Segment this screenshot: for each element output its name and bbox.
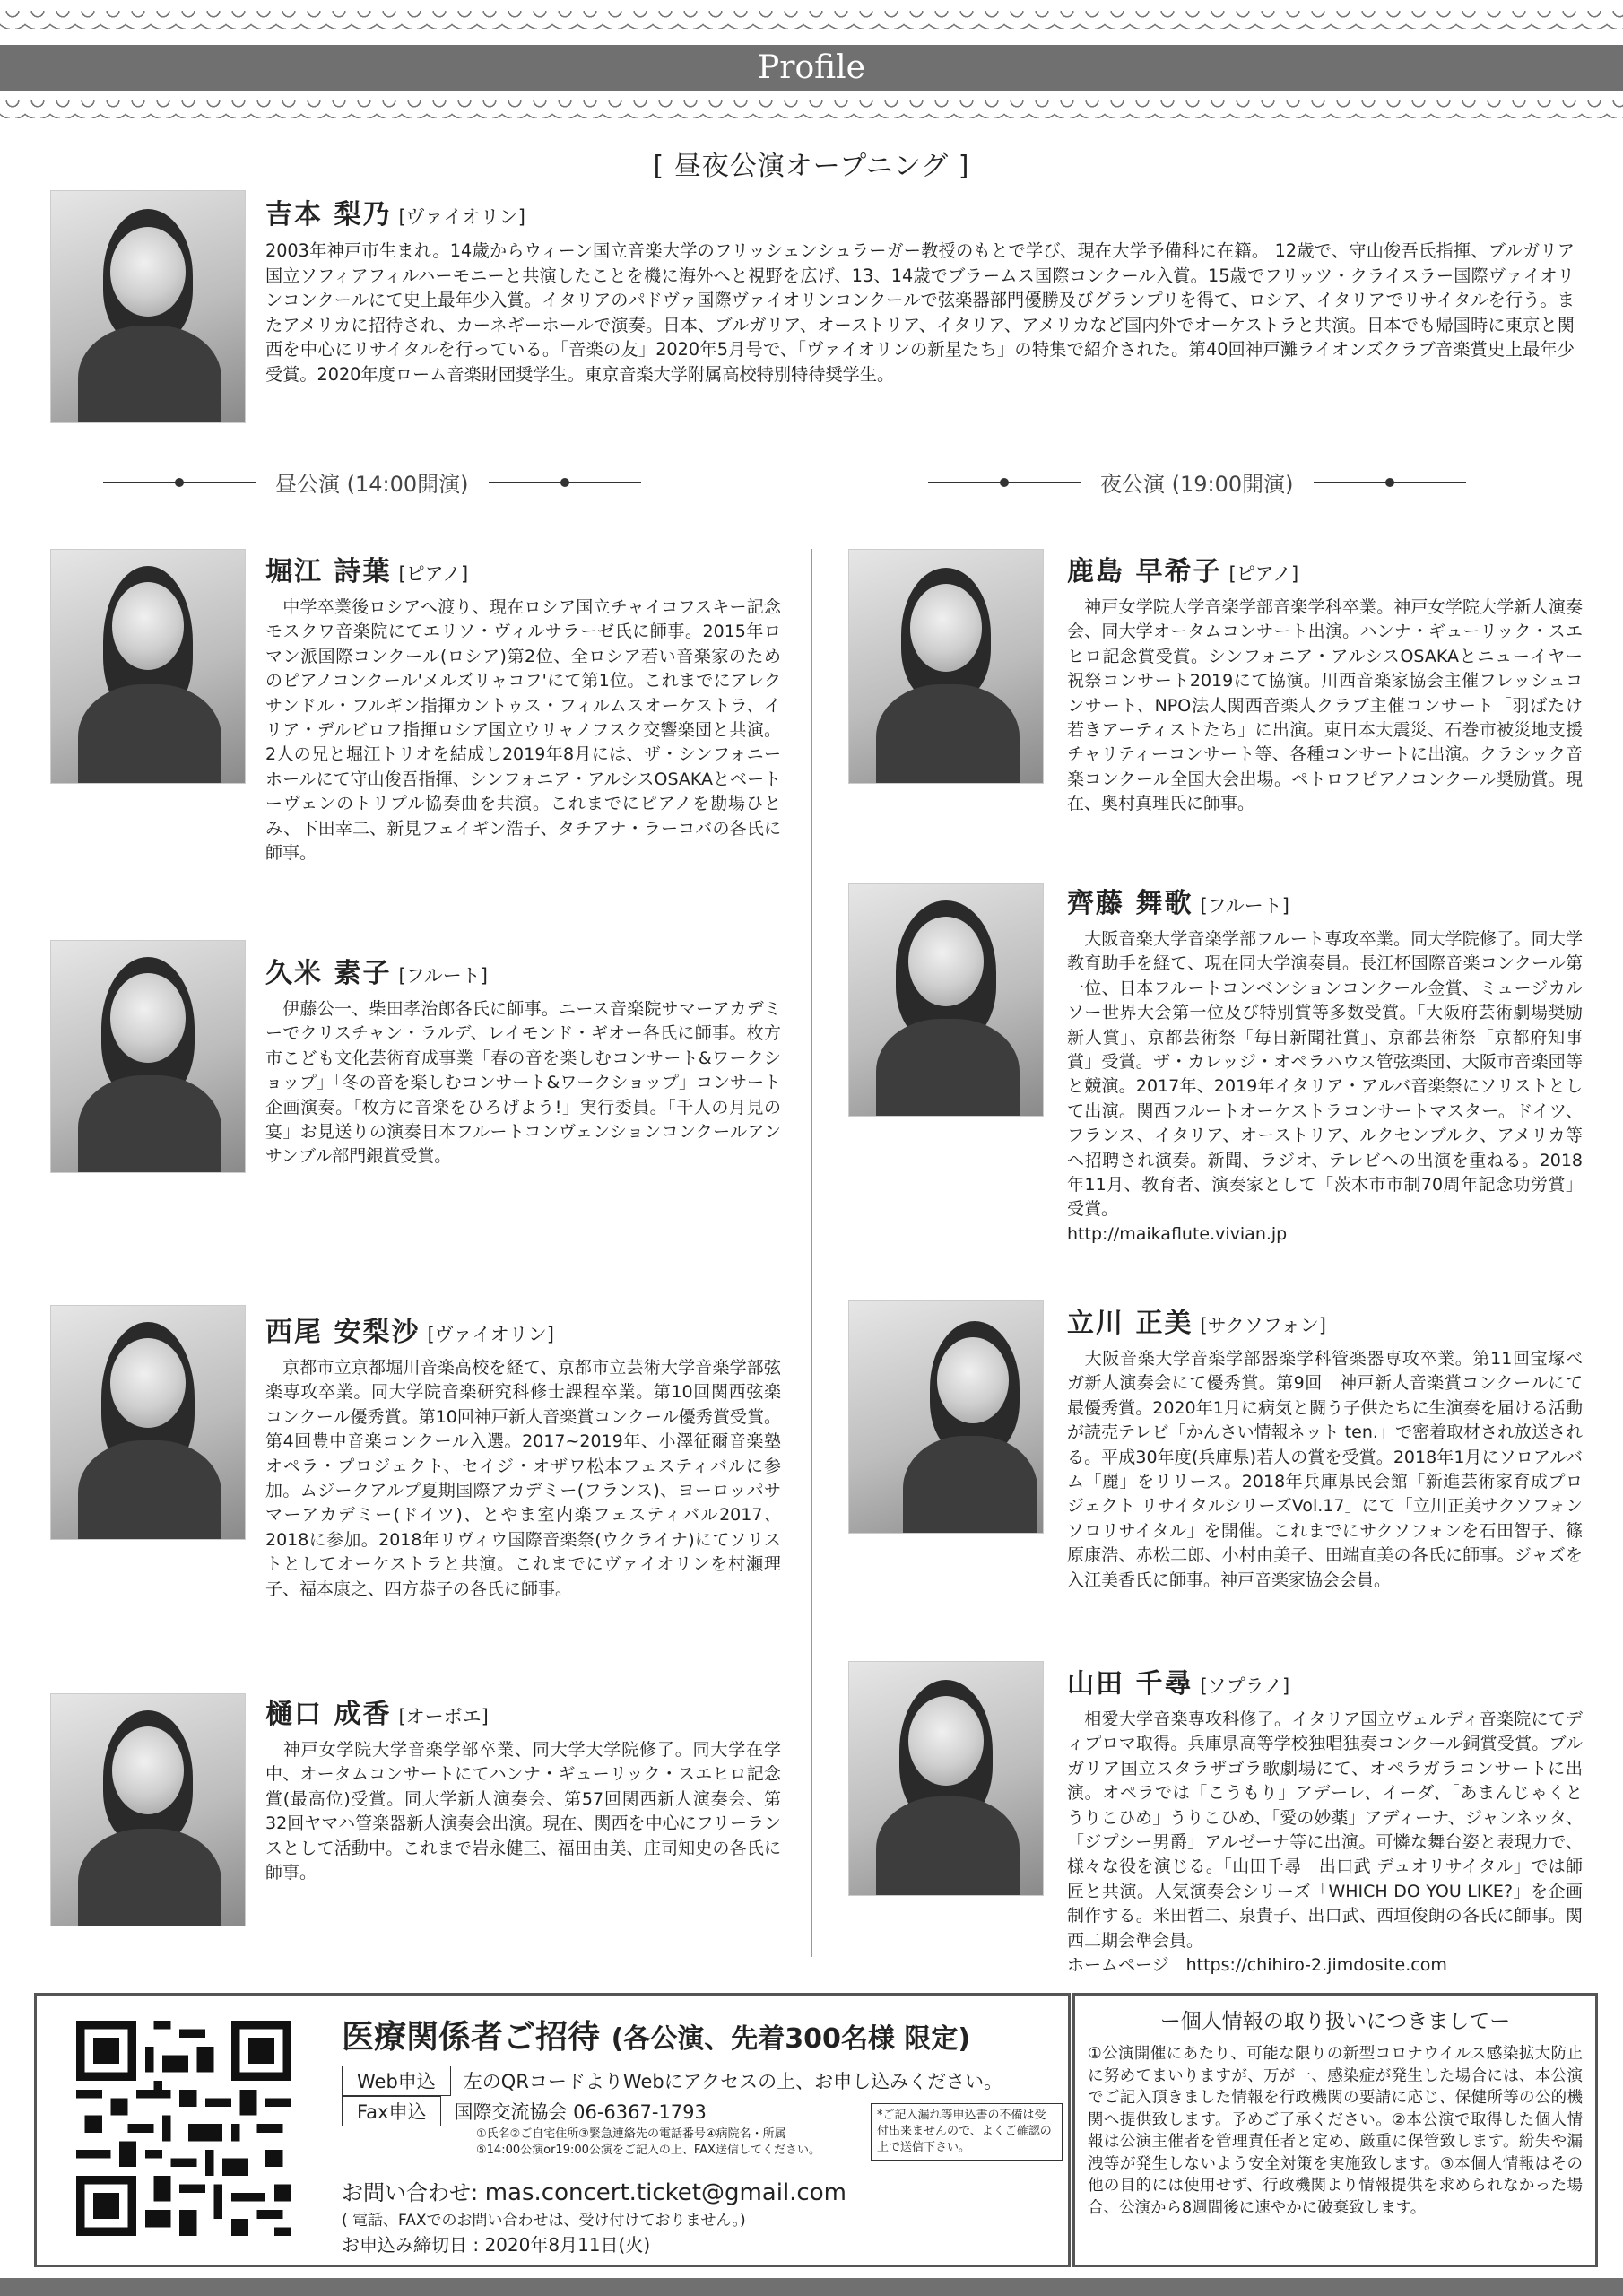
performer-instrument: [ピアノ]	[1228, 563, 1299, 585]
contact-email-link[interactable]: mas.concert.ticket@gmail.com	[484, 2179, 846, 2206]
fax-label: Fax申込	[342, 2096, 441, 2126]
day-header-label: 昼公演 (14:00開演)	[275, 472, 469, 497]
notice-box: *ご記入漏れ等申込書の不備は受付出来ませんので、よくご確認の上で送信下さい。	[871, 2103, 1063, 2161]
profile-photo-kashima	[848, 549, 1044, 784]
performer-name: 吉本 梨乃	[265, 199, 392, 230]
performer-bio: 神戸女学院大学音楽学部卒業、同大学大学院修了。同大学在学中、オータムコンサートにてハンナ・ギューリック・スエヒロ記念賞(最高位)受賞。同大学新人演奏会、第57回関西新人演奏会、第32回ヤマハ管楽器新人演奏会出演。現在、関西を中心にフリーランスとして活動中。これまで岩永健三、福田由美、庄司知史の各氏に師事。	[265, 1740, 781, 1883]
privacy-title: ー個人情報の取り扱いにつきましてー	[1159, 2010, 1511, 2033]
performer-name: 鹿島 早希子	[1067, 556, 1222, 587]
performer-instrument: [ヴァイオリン]	[427, 1324, 554, 1345]
bottom-bar	[0, 2278, 1623, 2296]
night-header-label: 夜公演 (19:00開演)	[1100, 472, 1294, 497]
performer-instrument: [フルート]	[1200, 895, 1289, 917]
profile-nishio	[265, 1309, 781, 1602]
profile-kume	[265, 951, 781, 1170]
fax-note-2: ⑤14:00公演or19:00公演をご記入の上、FAX送信してください。	[476, 2144, 820, 2157]
profile-photo-tachikawa	[848, 1300, 1044, 1534]
ornament-right	[1314, 476, 1466, 489]
profile-saito	[1067, 881, 1583, 1247]
performer-instrument: [ヴァイオリン]	[398, 206, 525, 228]
ornament-left	[103, 476, 256, 489]
performer-instrument: [ピアノ]	[398, 563, 469, 585]
performer-name: 西尾 安梨沙	[265, 1317, 421, 1348]
qr-code-icon[interactable]	[76, 2021, 291, 2236]
day-performance-header	[103, 466, 641, 498]
profile-photo-yamada	[848, 1661, 1044, 1896]
performer-bio: 相愛大学音楽専攻科修了。イタリア国立ヴェルディ音楽院にてディプロマ取得。兵庫県高等学校独唱独奏コンクール銅賞受賞。ブルガリア国立スタラザゴラ歌劇場にて、オペラガラコンサートに出演。オペラでは「こうもり」アデーレ、イーダ、「あまんじゃくとうりこひめ」うりこひめ、「愛の妙薬」アディーナ、ジャンネッタ、「ジプシー男爵」アルゼーナ等に出演。可憐な舞台姿と表現力で、様々な役を演じる。「山田千尋 出口武 デュオリサイタル」では師匠と共演。人気演奏会シリーズ「WHICH DO YOU LIKE?」を企画制作する。米田哲二、泉貴子、出口武、西垣俊朗の各氏に師事。関西二期会準会員。 ホームページ https://chihiro-2.jimdosite.com	[1067, 1709, 1583, 1976]
performer-name: 立川 正美	[1067, 1308, 1193, 1339]
deadline: お申込み締切日 : 2020年8月11日(火)	[342, 2234, 651, 2256]
contact-label: お問い合わせ:	[342, 2180, 479, 2205]
fax-application-row	[342, 2096, 707, 2126]
profile-kashima	[1067, 549, 1601, 817]
profile-yoshimoto	[265, 192, 1575, 387]
column-divider	[811, 549, 812, 1957]
performer-name: 樋口 成香	[265, 1699, 392, 1730]
performer-instrument: [フルート]	[398, 965, 488, 987]
ornament-right	[489, 476, 641, 489]
profile-photo-higuchi	[50, 1693, 246, 1926]
performer-instrument: [ソプラノ]	[1200, 1675, 1290, 1697]
page-title: Profile	[758, 49, 865, 86]
profile-photo-saito	[848, 883, 1044, 1117]
performer-bio: 2003年神戸市生まれ。14歳からウィーン国立音楽大学のフリッシェンシュラーガー教授のもとで学び、現在大学予備科に在籍。 12歳で、守山俊吾氏指揮、ブルガリア国立ソフィアフィルハーモニーと共演したことを機に海外へと視野を広げ、13、14歳でブラームス国際コンクール入賞。15歳でフリッツ・クライスラー国際ヴァイオリンコンクールにて史上最年少入賞。イタリアのパドヴァ国際ヴァイオリンコンクールで弦楽器部門優勝及びグランプリを得て、ロシア、イタリアでリサイタルを行う。またアメリカに招待され、カーネギーホールで演奏。日本、ブルガリア、オーストリア、イタリア、アメリカなど国内外でオーケストラと共演。日本でも帰国時に東京と関西を中心にリサイタルを行っている。「音楽の友」2020年5月号で、「ヴァイオリンの新星たち」の特集で紹介された。第40回神戸灘ライオンズクラブ音楽賞史上最年少受賞。2020年度ローム音楽財団奨学生。東京音楽大学附属高校特別特待奨学生。	[265, 240, 1575, 385]
performer-name: 齊藤 舞歌	[1067, 888, 1193, 919]
profile-photo-nishio	[50, 1305, 246, 1540]
profile-tachikawa	[1067, 1300, 1583, 1593]
web-text: 左のQRコードよりWebにアクセスの上、お申し込みください。	[463, 2071, 1003, 2092]
invitation-box	[34, 1993, 1071, 2267]
contact-row	[342, 2175, 846, 2206]
performer-bio: 京都市立京都堀川音楽高校を経て、京都市立芸術大学音楽学部弦楽専攻卒業。同大学院音楽研究科修士課程卒業。第10回関西弦楽コンクール優秀賞。第10回神戸新人音楽賞コンクール優秀賞受賞。第4回豊中音楽コンクール入選。2017~2019年、小澤征爾音楽塾オペラ・プロジェクト、セイジ・オザワ松本フェスティバルに参加。ムジークアルプ夏期国際アカデミー(フランス)、ヨーロッパサマーアカデミー(ドイツ)、とやま室内楽フェスティバル2017、2018に参加。2018年リヴィウ国際音楽祭(ウクライナ)にてソリストとしてオーケストラと共演。これまでにヴァイオリンを村瀬理子、福本康之、四方恭子の各氏に師事。	[265, 1358, 781, 1599]
top-scallop-border	[0, 11, 1623, 29]
profile-photo-horie	[50, 549, 246, 784]
performer-bio: 大阪音楽大学音楽学部器楽学科管楽器専攻卒業。第11回宝塚ベガ新人演奏会にて優秀賞。第9回 神戸新人音楽賞コンクールにて最優秀賞。2020年1月に病気と闘う子供たちに生演奏を届ける活動が読売テレビ「かんさい情報ネット ten.」で密着取材され放送される。平成30年度(兵庫県)若人の賞を受賞。2018年1月にソロアルバム「麗」をリリース。2018年兵庫県民会館「新進芸術家育成プロジェクト リサイタルシリーズVol.17」にて「立川正美サクソフォンソロリサイタル」を開催。これまでにサクソフォンを石田智子、篠原康浩、赤松二郎、小村由美子、田端直美の各氏に師事。ジャズを入江美香氏に師事。神戸音楽家協会会員。	[1067, 1349, 1583, 1590]
web-application-row	[342, 2066, 1002, 2096]
performer-name: 山田 千尋	[1067, 1668, 1193, 1700]
performer-bio: 神戸女学院大学音楽学部音楽学科卒業。神戸女学院大学新人演奏会、同大学オータムコンサート出演。ハンナ・ギューリック・スエヒロ記念賞受賞。シンフォニア・アルシスOSAKAとニューイヤー祝祭コンサート2019にて協演。川西音楽家協会主催フレッシュコンサート、NPO法人関西音楽人クラブ主催コンサート「羽ばたけ 若きアーティストたち」に出演。東日本大震災、石巻市被災地支援チャリティーコンサート等、各種コンサートに出演。クラシック音楽コンクール全国大会出場。ペトロフピアノコンクール奨励賞。現在、奥村真理氏に師事。	[1067, 597, 1601, 814]
profile-yamada	[1067, 1661, 1583, 1978]
invitation-title	[342, 2012, 970, 2057]
web-label: Web申込	[342, 2066, 451, 2096]
ornament-left	[928, 476, 1081, 489]
header-scallop-border	[0, 100, 1623, 118]
privacy-box	[1072, 1993, 1598, 2267]
fax-notes	[476, 2126, 820, 2159]
performer-bio: 大阪音楽大学音楽学部フルート専攻卒業。同大学院修了。同大学教育助手を経て、現在同大学演奏員。長江杯国際音楽コンクール第一位、日本フルートコンベンションコンクール金賞、ミュージカルソー世界大会第一位及び特別賞等多数受賞。「大阪府芸術劇場奨励新人賞」、京都芸術祭「毎日新聞社賞」、京都芸術祭「京都府知事賞」受賞。ザ・カレッジ・オペラハウス管弦楽団、大阪市音楽団等と競演。2017年、2019年イタリア・アルバ音楽祭にソリストとして出演。関西フルートオーケストラコンサートマスター。ドイツ、フランス、イタリア、オーストリア、ルクセンブルク、アメリカ等へ招聘され演奏。新聞、ラジオ、テレビへの出演を重ねる。2018年11月、教育者、演奏家として「茨木市市制70周年記念功労賞」受賞。 http://maikaflute.vivian.jp	[1067, 929, 1583, 1244]
privacy-text: ①公演開催にあたり、可能な限りの新型コロナウイルス感染拡大防止に努めてまいりますが、万が一、感染症が発生した場合には、本公演でご記入頂きました情報を行政機関の要請に応じ、保健所等の公的機関へ提供致します。予めご了承ください。②本公演で取得した個人情報は公演主催者を管理責任者と定め、厳重に保管致します。紛失や漏洩等が発生しないよう安全対策を実施致します。③本個人情報はその他の目的には使用せず、行政機関より情報提供を求められなかった場合、公演から8週間後に速やかに破棄致します。	[1088, 2045, 1583, 2217]
performer-name: 久米 素子	[265, 958, 392, 989]
night-performance-header	[928, 466, 1466, 498]
section-title: [ 昼夜公演オープニング ]	[653, 151, 970, 182]
invitation-title-text: 医療関係者ご招待	[342, 2019, 601, 2056]
invitation-title-note: (各公演、先着300名様 限定)	[611, 2023, 971, 2055]
performer-instrument: [オーボエ]	[398, 1706, 489, 1727]
performer-bio: 伊藤公一、柴田孝治郎各氏に師事。ニース音楽院サマーアカデミーでクリスチャン・ラルデ、レイモンド・ギオー各氏に師事。枚方市こども文化芸術育成事業「春の音を楽しむコンサート&ワークショップ」「冬の音を楽しむコンサート&ワークショップ」コンサート企画演奏。「枚方に音楽をひろげよう!」実行委員。「千人の月見の宴」お見送りの演奏日本フルートコンヴェンションコンクールアンサンブル部門銀賞受賞。	[265, 999, 781, 1167]
performer-instrument: [サクソフォン]	[1200, 1315, 1326, 1336]
profile-header-band	[0, 45, 1623, 91]
performer-name: 堀江 詩葉	[265, 556, 392, 587]
performer-bio: 中学卒業後ロシアへ渡り、現在ロシア国立チャイコフスキー記念モスクワ音楽院にてエリソ・ヴィルサラーゼ氏に師事。2015年ロマン派国際コンクール(ロシア)第2位、全ロシア若い音楽家のためのピアノコンクール'メルズリャコフ'にて第1位。これまでにアレクサンドル・フルギン指揮カントゥス・フィルムスオーケストラ、イリア・デルビロフ指揮ロシア国立ウリャノフスク交響楽団と共演。2人の兄と堀江トリオを結成し2019年8月には、ザ・シンフォニーホールにて守山俊吾指揮、シンフォニア・アルシスOSAKAとベートーヴェンのトリプル協奏曲を共演。これまでにピアノを勘場ひとみ、下田幸二、新見フェイギン浩子、タチアナ・ラーコバの各氏に師事。	[265, 597, 781, 864]
fax-text: 国際交流協会 06-6367-1793	[454, 2101, 707, 2123]
profile-horie	[265, 549, 781, 865]
fax-note-1: ①氏名②ご自宅住所③緊急連絡先の電話番号④病院名・所属	[476, 2127, 786, 2141]
profile-higuchi	[265, 1692, 781, 1885]
profile-photo-yoshimoto	[50, 190, 246, 423]
profile-photo-kume	[50, 940, 246, 1173]
contact-note: ( 電話、FAXでのお問い合わせは、受け付けておりません。)	[342, 2212, 746, 2230]
